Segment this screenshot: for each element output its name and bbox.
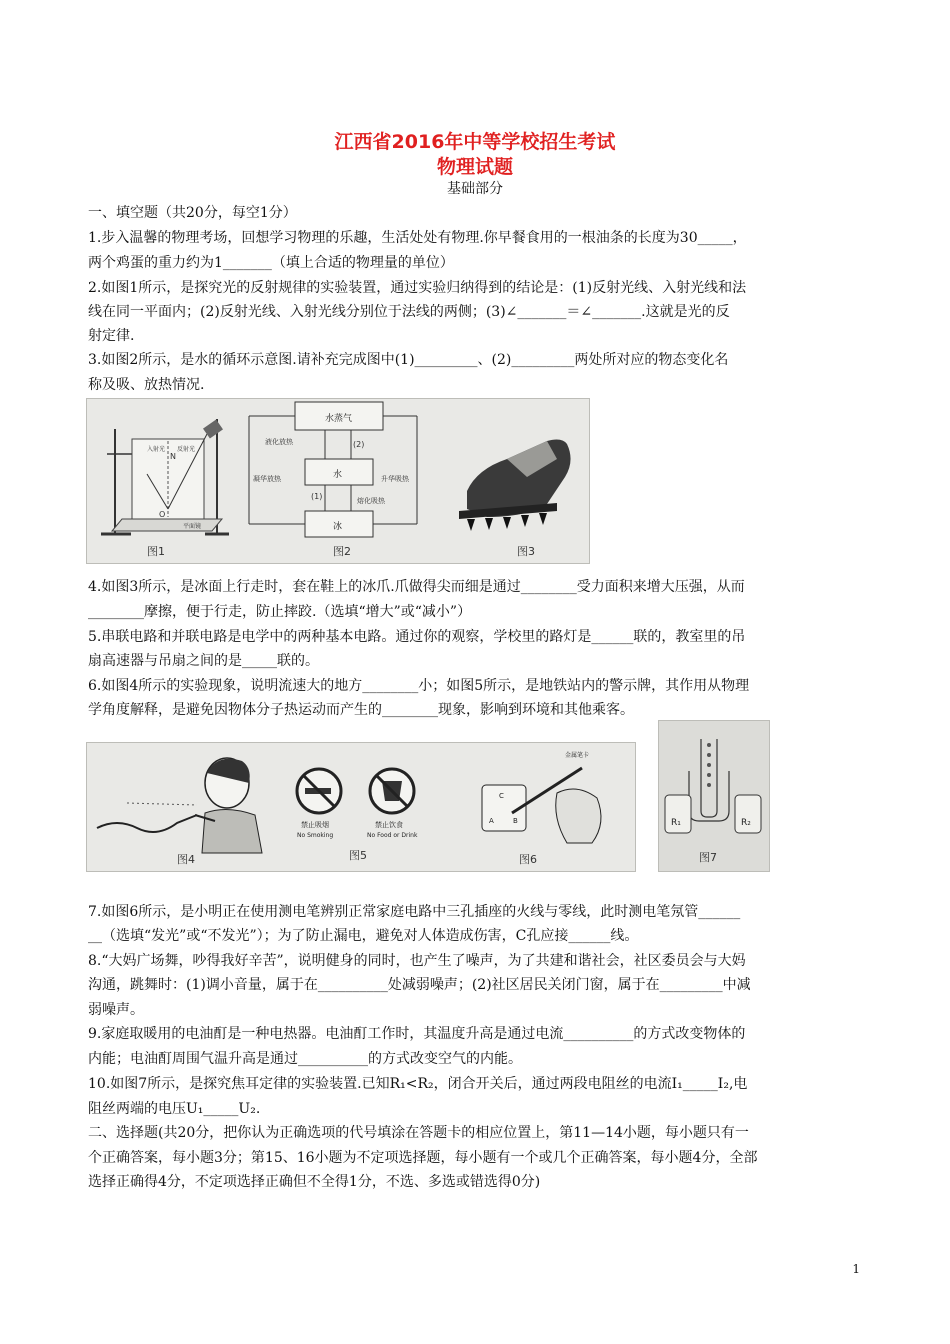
- fig6-label-c: C: [499, 792, 504, 800]
- text-line: 个正确答案，每小题3分；第15、16小题为不定项选择题，每小题有一个或几个正确答案，每小题4分，全部: [88, 1150, 758, 1166]
- fig5-caption: 图5: [349, 849, 367, 862]
- exam-subtitle: 物理试题: [436, 156, 513, 178]
- fig2-label-desublimate: 凝华放热: [253, 475, 281, 483]
- fig1-label-o: O: [159, 510, 166, 519]
- fig2-label-sublimate: 升华吸热: [381, 475, 409, 483]
- fig2-caption: 图2: [333, 545, 351, 558]
- text-line: 6.如图4所示的实验现象，说明流速大的地方________小；如图5所示，是地铁站内的警示牌，其作用从物理: [88, 678, 750, 694]
- fig6-label-a: A: [489, 817, 494, 825]
- figure-strip-2: [86, 742, 636, 872]
- fig6-caption: 图6: [519, 853, 537, 866]
- fig2-mark-2: (2): [353, 440, 365, 449]
- text-line: 5.串联电路和并联电路是电学中的两种基本电路。通过你的观察，学校里的路灯是______联的，教室里的吊: [88, 629, 746, 645]
- figures-4-6: [87, 743, 635, 871]
- fig5-sign1-en: No Smoking: [297, 832, 334, 839]
- text-line: 7.如图6所示，是小明正在使用测电笔辨别正常家庭电路中三孔插座的火线与零线，此时测电笔氖管______: [88, 904, 741, 920]
- fig2-label-melt: 熔化吸热: [357, 497, 385, 505]
- text-line: 1.步入温馨的物理考场，回想学习物理的乐趣，生活处处有物理.你早餐食用的一根油条的长度为30_____，: [88, 230, 747, 246]
- section-part: 基础部分: [447, 181, 503, 197]
- text-line: 9.家庭取暖用的电油酊是一种电热器。电油酊工作时，其温度升高是通过电流__________的方式改变物体的: [88, 1026, 746, 1042]
- figure-7: [658, 720, 770, 872]
- text-line: 3.如图2所示，是水的循环示意图.请补充完成图中(1)_________、(2)_________两处所对应的物态变化名: [88, 352, 729, 368]
- text-line: 选择正确得4分，不定项选择正确但不全得1分，不选、多选或错选得0分): [88, 1174, 541, 1190]
- fig7-label-r2: R₂: [741, 818, 751, 828]
- fig4-caption: 图4: [177, 853, 195, 866]
- fig2-mark-1: (1): [311, 492, 323, 501]
- fig3-crampon-shoe: [459, 440, 571, 558]
- text-line: 扇高速器与吊扇之间的是_____联的。: [88, 653, 319, 669]
- text-line: __（选填“发光”或“不发光”）；为了防止漏电，避免对人体造成伤害，C孔应接______线。: [88, 928, 639, 944]
- text-line: 4.如图3所示，是冰面上行走时，套在鞋上的冰爪.爪做得尖而细是通过________受力面积来增大压强，从而: [88, 579, 745, 595]
- text-line: 线在同一平面内；(2)反射光线、入射光线分别位于法线的两侧；(3)∠_______＝∠_______.这就是光的反: [88, 304, 730, 320]
- text-line: 8.“大妈广场舞，吵得我好辛苦”，说明健身的同时，也产生了噪声，为了共建和谐社会，社区委员会与大妈: [88, 953, 746, 969]
- fig1-caption: 图1: [147, 545, 165, 558]
- fig7-label-r1: R₁: [671, 818, 681, 828]
- text-line: 2.如图1所示，是探究光的反射规律的实验装置，通过实验归纳得到的结论是：(1)反射光线、入射光线和法: [88, 280, 747, 296]
- text-line: 一、填空题（共20分，每空1分）: [88, 205, 297, 221]
- fig1-label-reflected: 反射光: [177, 446, 196, 453]
- page-number: 1: [852, 1262, 860, 1276]
- text-line: 弱噪声。: [88, 1002, 144, 1018]
- text-line: 10.如图7所示，是探究焦耳定律的实验装置.已知R₁<R₂，闭合开关后，通过两段电阻丝的电流I₁_____I₂,电: [88, 1076, 748, 1092]
- fig7-joule-apparatus: [659, 721, 769, 871]
- fig1-label-mirror: 平面镜: [183, 523, 202, 530]
- fig5-sign2-cn: 禁止饮食: [375, 821, 403, 829]
- text-line: 射定律.: [88, 328, 135, 344]
- text-line: 内能；电油酊周围气温升高是通过__________的方式改变空气的内能。: [88, 1051, 522, 1067]
- text-line: 两个鸡蛋的重力约为1_______（填上合适的物理量的单位）: [88, 255, 454, 271]
- fig3-caption: 图3: [517, 545, 535, 558]
- fig4-boy-blowing-paper: [97, 758, 262, 866]
- fig6-label-b: B: [513, 817, 518, 825]
- exam-title: 江西省2016年中等学校招生考试: [334, 131, 616, 153]
- figures-1-3: [87, 399, 589, 563]
- fig2-box-vapor: 水蒸气: [325, 414, 353, 424]
- fig1-label-incident: 入射光: [147, 446, 166, 453]
- text-line: 称及吸、放热情况.: [88, 377, 205, 393]
- fig2-box-water: 水: [333, 470, 343, 480]
- text-line: 阻丝两端的电压U₁_____U₂.: [88, 1101, 261, 1117]
- fig1-reflection-apparatus: [101, 419, 229, 558]
- fig6-test-pen-socket: [482, 751, 601, 866]
- text-line: 学角度解释，是避免因物体分子热运动而产生的________现象，影响到环境和其他乘客。: [88, 702, 634, 718]
- fig2-water-cycle: [249, 402, 417, 558]
- fig1-label-n: N: [170, 452, 176, 461]
- fig7-caption: 图7: [699, 851, 717, 864]
- fig5-sign1-cn: 禁止吸烟: [301, 821, 329, 829]
- fig2-label-liquefy: 液化放热: [265, 438, 293, 446]
- fig6-label-cap: 金属笔卡: [565, 752, 590, 759]
- fig5-warning-signs: [297, 769, 418, 862]
- text-line: 二、选择题(共20分，把你认为正确选项的代号填涂在答题卡的相应位置上，第11—14小题，每小题只有一: [88, 1125, 749, 1141]
- figure-strip-1: [86, 398, 590, 564]
- text-line: 沟通，跳舞时：(1)调小音量，属于在__________处减弱噪声；(2)社区居民关闭门窗，属于在_________中减: [88, 977, 751, 993]
- fig5-sign2-en: No Food or Drink: [367, 832, 418, 839]
- text-line: ________摩擦，便于行走，防止摔跤.（选填“增大”或“减小”）: [88, 604, 472, 620]
- fig2-box-ice: 冰: [333, 522, 343, 532]
